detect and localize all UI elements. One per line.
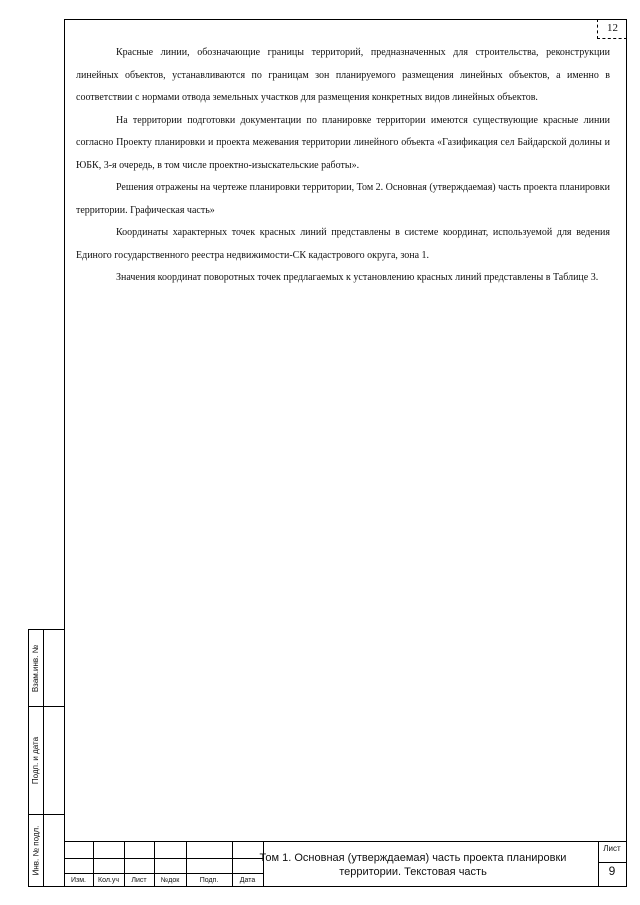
- page-number: 12: [597, 19, 627, 39]
- paragraph-existing-lines: На территории подготовки документации по планировке территории имеются существующие красные линии согласно Проекту планировки и проекта межевания территории линейного объекта «Газификация сел Байдарской долины и ЮБК, 3-я очередь, в том числе проектно-изыскательские работы».: [76, 114, 610, 171]
- sheet-number: 9: [608, 864, 616, 878]
- paragraph-table-reference: Значения координат поворотных точек предлагаемых к установлению красных линий представлены в Таблице 3.: [116, 272, 599, 283]
- paragraph-decisions: Решения отражены на чертеже планировки территории, Том 2. Основная (утверждаемая) часть проекта планировки территории. Графическая часть»: [76, 182, 610, 216]
- document-title: Том 1. Основная (утверждаемая) часть проекта планировки территории. Текстовая часть: [259, 851, 567, 878]
- side-label-inv-original: Инв. № подл.: [31, 825, 41, 875]
- stamp-header-izm: Изм.: [71, 877, 86, 884]
- stamp-header-list: Лист: [131, 877, 147, 884]
- stamp-header-data: Дата: [239, 877, 256, 884]
- paragraph-red-lines: Красные линии, обозначающие границы территорий, предназначенных для строительства, реконструкции линейных объектов, устанавливаются по границам зон планируемого размещения линейных объектов, а именно в соответствии с нормами отвода земельных участков для размещения конкретных видов линейных объектов.: [76, 47, 610, 103]
- side-label-sign-date: Подп. и дата: [31, 736, 41, 784]
- stamp-header-ndok: №док: [160, 877, 180, 884]
- side-label-inv-replace: Взам.инв. №: [31, 644, 41, 692]
- stamp-header-podp: Подп.: [199, 877, 219, 884]
- paragraph-coordinates: Координаты характерных точек красных линий представлены в системе координат, используемой для ведения Единого государственного реестра недвижимости-СК кадастрового округа, зона 1.: [76, 227, 610, 261]
- sheet-label: Лист: [603, 844, 621, 853]
- stamp-header-kol-uch: Кол.уч: [98, 877, 119, 884]
- document-body: [76, 42, 610, 290]
- title-block: [64, 841, 627, 887]
- side-stamp: [28, 629, 64, 887]
